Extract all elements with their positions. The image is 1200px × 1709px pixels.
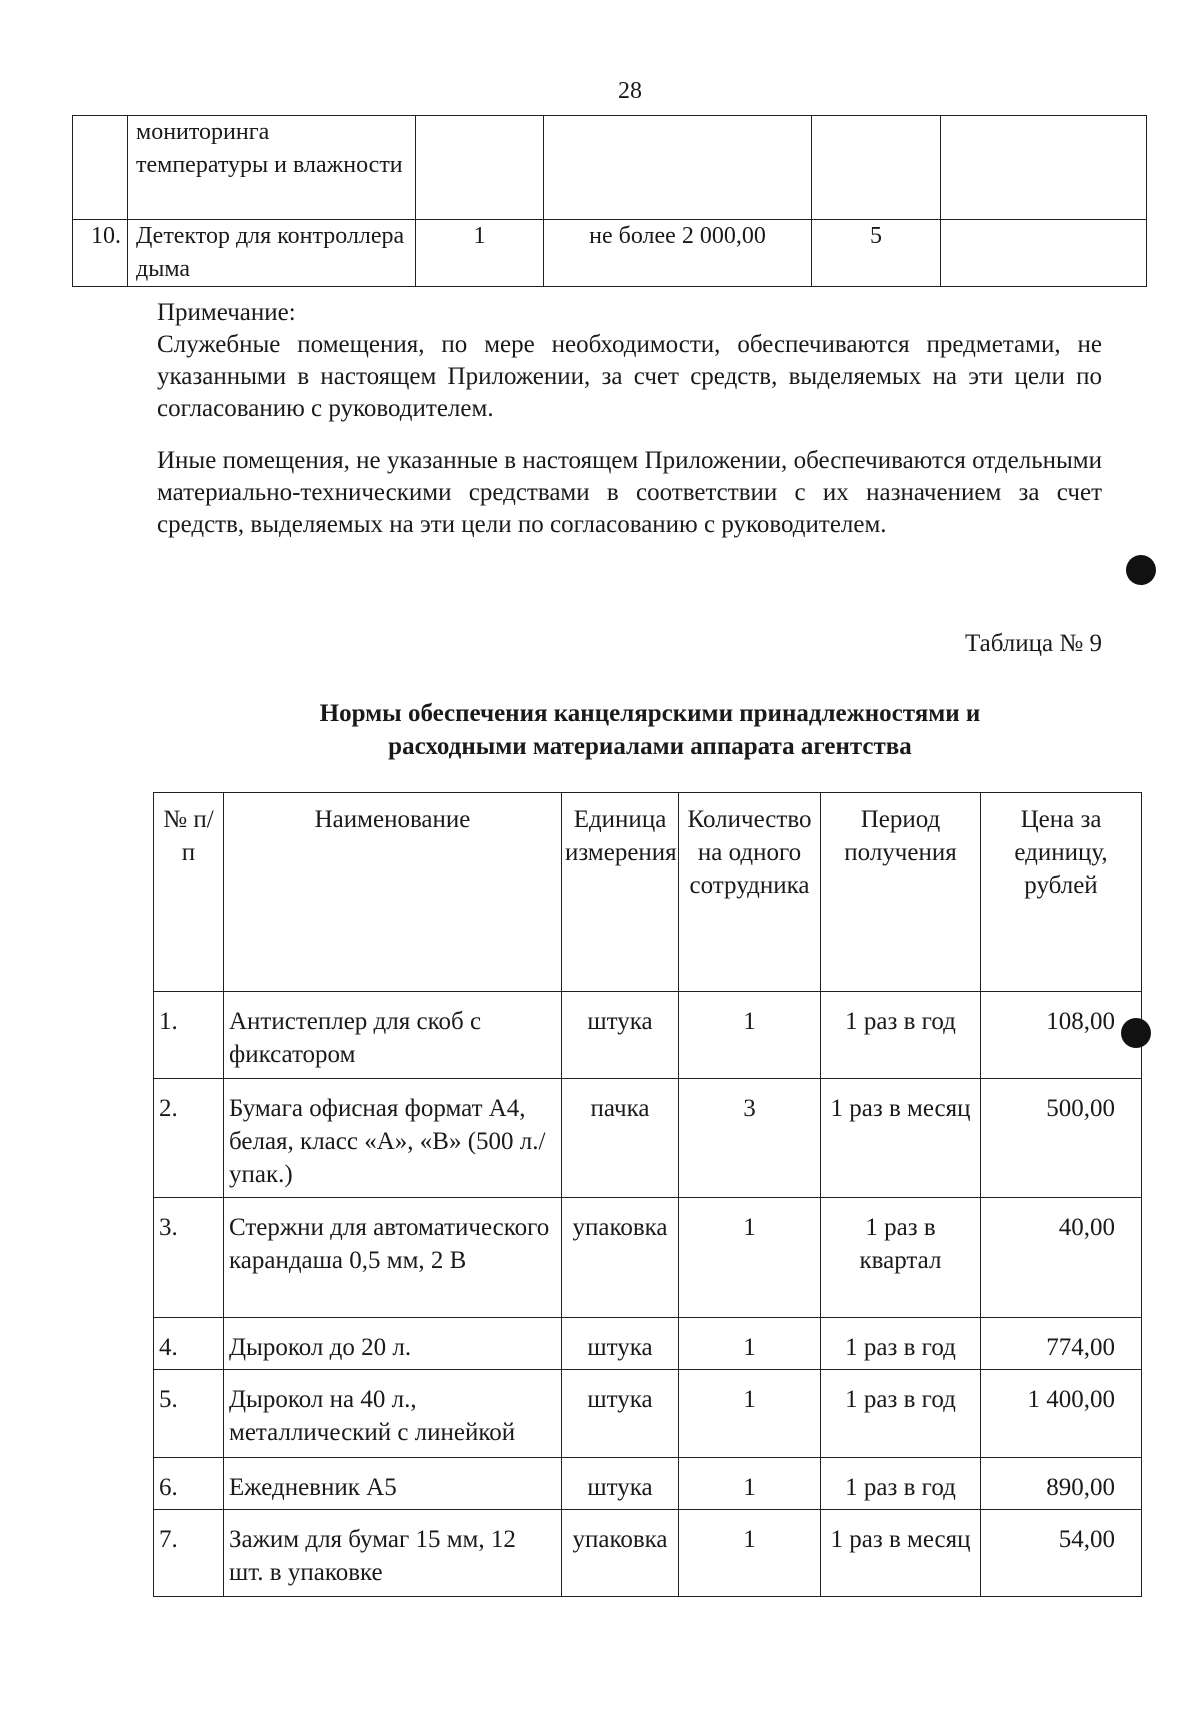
table-row	[154, 1079, 1142, 1198]
item-price	[544, 116, 812, 220]
item-quantity: 1	[679, 1318, 821, 1370]
row-number: 4.	[154, 1318, 224, 1370]
item-price: 108,00	[981, 992, 1142, 1079]
item-quantity: 3	[679, 1079, 821, 1198]
row-number: 7.	[154, 1510, 224, 1597]
header-number: № п/п	[154, 793, 224, 992]
table-row	[154, 1198, 1142, 1318]
header-quantity: Количество на одного сотрудника	[679, 793, 821, 992]
item-unit: упаковка	[562, 1198, 679, 1318]
item-period: 1 раз в год	[821, 992, 981, 1079]
punch-hole-mark	[1121, 1018, 1151, 1048]
item-unit: штука	[562, 1458, 679, 1510]
item-period: 1 раз в месяц	[821, 1079, 981, 1198]
item-quantity: 1	[679, 1370, 821, 1458]
item-price: 774,00	[981, 1318, 1142, 1370]
header-period: Период получения	[821, 793, 981, 992]
item-quantity	[416, 116, 544, 220]
item-name: Зажим для бумаг 15 мм, 12 шт. в упаковке	[224, 1510, 562, 1597]
item-period: 1 раз в год	[821, 1318, 981, 1370]
header-name: Наименование	[224, 793, 562, 992]
table-row	[154, 992, 1142, 1079]
item-price: 890,00	[981, 1458, 1142, 1510]
note-paragraph-1: Служебные помещения, по мере необходимости, обеспечиваются предметами, не указанными в настоящем Приложении, за счет средств, выделяемых на эти цели по согласованию с руководителем.	[157, 331, 1102, 422]
table-heading	[150, 697, 1150, 763]
punch-hole-mark	[1126, 555, 1156, 585]
item-period	[812, 116, 941, 220]
row-number: 1.	[154, 992, 224, 1079]
item-quantity: 1	[416, 220, 544, 287]
table-heading-line-1: Нормы обеспечения канцелярскими принадлежностями и	[319, 700, 981, 727]
continuation-table	[72, 115, 1147, 287]
item-name: мониторинга температуры и влажности	[128, 116, 416, 220]
item-period: 5	[812, 220, 941, 287]
note-title: Примечание:	[157, 299, 296, 326]
item-name: Стержни для автоматического карандаша 0,5 мм, 2 В	[224, 1198, 562, 1318]
item-period: 1 раз в год	[821, 1458, 981, 1510]
item-name: Антистеплер для скоб с фиксатором	[224, 992, 562, 1079]
row-number: 6.	[154, 1458, 224, 1510]
item-extra	[941, 220, 1147, 287]
item-extra	[941, 116, 1147, 220]
table-header-row	[154, 793, 1142, 992]
item-unit: штука	[562, 1370, 679, 1458]
note-paragraph-2: Иные помещения, не указанные в настоящем Приложении, обеспечиваются отдельными материально-техническими средствами в соответствии с их назначением за счет средств, выделяемых на эти цели по согласованию с руководителем.	[157, 447, 1102, 538]
item-name: Бумага офисная формат А4, белая, класс «А», «В» (500 л./упак.)	[224, 1079, 562, 1198]
item-price: 500,00	[981, 1079, 1142, 1198]
row-number: 5.	[154, 1370, 224, 1458]
item-price: 54,00	[981, 1510, 1142, 1597]
item-unit: штука	[562, 1318, 679, 1370]
table-row	[154, 1510, 1142, 1597]
row-number: 3.	[154, 1198, 224, 1318]
item-quantity: 1	[679, 1458, 821, 1510]
item-unit: пачка	[562, 1079, 679, 1198]
table-row	[73, 116, 1147, 220]
item-unit: упаковка	[562, 1510, 679, 1597]
item-price: 1 400,00	[981, 1370, 1142, 1458]
item-name: Дырокол на 40 л., металлический с линейкой	[224, 1370, 562, 1458]
item-period: 1 раз в год	[821, 1370, 981, 1458]
table-label: Таблица № 9	[964, 630, 1102, 657]
item-name: Дырокол до 20 л.	[224, 1318, 562, 1370]
item-name: Ежедневник А5	[224, 1458, 562, 1510]
table-row	[154, 1370, 1142, 1458]
table-row	[154, 1318, 1142, 1370]
supplies-table	[153, 792, 1142, 1597]
header-price: Цена за единицу, рублей	[981, 793, 1142, 992]
item-period: 1 раз в квартал	[821, 1198, 981, 1318]
table-row	[154, 1458, 1142, 1510]
item-name: Детектор для контроллера дыма	[128, 220, 416, 287]
item-quantity: 1	[679, 1510, 821, 1597]
item-quantity: 1	[679, 992, 821, 1079]
header-unit: Единица измерения	[562, 793, 679, 992]
item-period: 1 раз в месяц	[821, 1510, 981, 1597]
row-number	[73, 116, 128, 220]
item-unit: штука	[562, 992, 679, 1079]
item-price: не более 2 000,00	[544, 220, 812, 287]
row-number: 10.	[73, 220, 128, 287]
table-row	[73, 220, 1147, 287]
item-quantity: 1	[679, 1198, 821, 1318]
row-number: 2.	[154, 1079, 224, 1198]
item-price: 40,00	[981, 1198, 1142, 1318]
table-heading-line-2: расходными материалами аппарата агентства	[388, 733, 912, 760]
page-number: 28	[618, 78, 642, 104]
